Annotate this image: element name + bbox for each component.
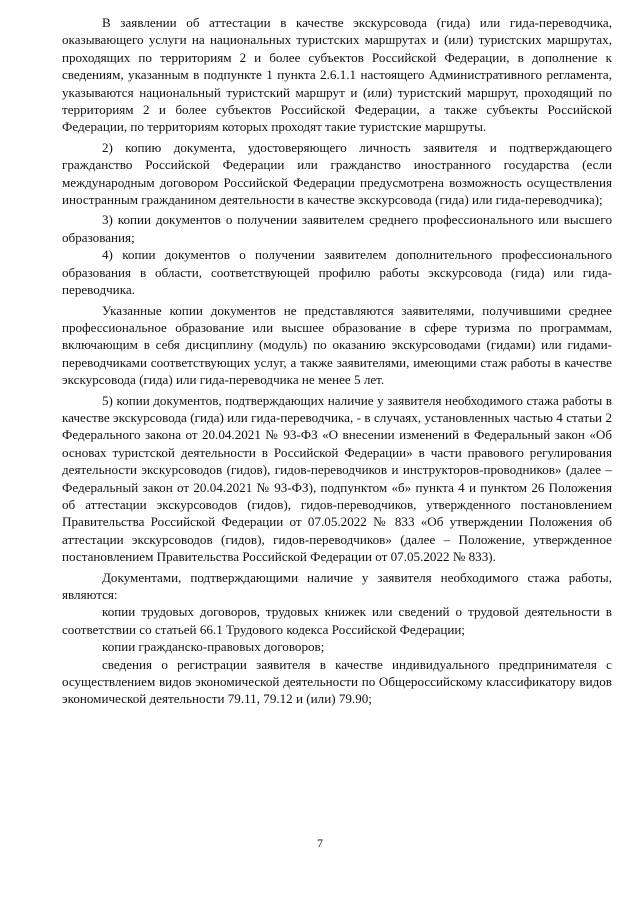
paragraph-entrepreneur: сведения о регистрации заявителя в качестве индивидуального предпринимателя с осуществлением видов экономической деятельности по Общероссийскому классификатору видов экономической деятельности 79.11, 79.12 и (или) 79.90; (62, 656, 612, 707)
paragraph-item-2: 2) копию документа, удостоверяющего личность заявителя и подтверждающего гражданство Российской Федерации или гражданство иностранного государства (если международным договором Российской Федерации предусмотрена возможность осуществления иностранным гражданином деятельности в качестве экскурсовода (гида) или гида-переводчика); (62, 139, 612, 208)
paragraph-item-3: 3) копии документов о получении заявителем среднего профессионального или высшего образования; (62, 212, 612, 245)
paragraph-experience-docs: Документами, подтверждающими наличие у заявителя необходимого стажа работы, являются: (62, 569, 612, 602)
paragraph-exemption: Указанные копии документов не представляются заявителями, получившими среднее профессиональное образование или высшее образование в сфере туризма по программам, включающим в себя дисциплину (модуль) по оказанию экскурсоводами (гидами) или гидами-переводчиками соответствующих услуг, а также заявителями, имеющими стаж работы в качестве экскурсовода (гида) или гида-переводчика не менее 5 лет. (62, 302, 612, 388)
paragraph-civil-contracts: копии гражданско-правовых договоров; (102, 639, 325, 655)
page-number: 7 (317, 836, 323, 850)
paragraph-tour-routes: В заявлении об аттестации в качестве экскурсовода (гида) или гида-переводчика, оказывающего услуги на национальных туристских маршрутах и (или) туристских маршрутах, проходящих по территориям 2 и более субъектов Российской Федерации, в дополнение к сведениям, указанным в подпункте 1 пункта 2.6.1.1 настоящего Административного регламента, указываются национальный туристский маршрут и (или) туристский маршрут, проходящий по территориям 2 и более субъектов Российской Федерации, а также субъекты Российской Федерации, по территориям которых проходят такие туристские маршруты. (62, 15, 612, 135)
paragraph-item-4: 4) копии документов о получении заявителем дополнительного профессионального образования в области, соответствующей профилю работы экскурсовода (гида) или гида-переводчика. (62, 247, 612, 298)
paragraph-item-5: 5) копии документов, подтверждающих наличие у заявителя необходимого стажа работы в качестве экскурсовода (гида) или гида-переводчика, - в случаях, установленных частью 4 статьи 2 Федерального закона от 20.04.2021 № 93-ФЗ «О внесении изменений в Федеральный закон «Об основах туристской деятельности в Российской Федерации» в части правового регулирования деятельности экскурсоводов (гидов), гидов-переводчиков и инструкторов-проводников» (далее – Федеральный закон от 20.04.2021 № 93-ФЗ), подпунктом «б» пункта 4 и пунктом 26 Положения об аттестации экскурсоводов (гидов), гидов-переводчиков, утвержденного постановлением Правительства Российской Федерации от 07.05.2022 № 833 «Об утверждении Положения об аттестации экскурсоводов (гидов), гидов-переводчиков» (далее – Положение, утвержденное постановлением Правительства Российской Федерации от 07.05.2022 № 833). (62, 392, 612, 565)
paragraph-labor-contracts: копии трудовых договоров, трудовых книжек или сведений о трудовой деятельности в соответствии со статьей 66.1 Трудового кодекса Российской Федерации; (62, 604, 612, 637)
